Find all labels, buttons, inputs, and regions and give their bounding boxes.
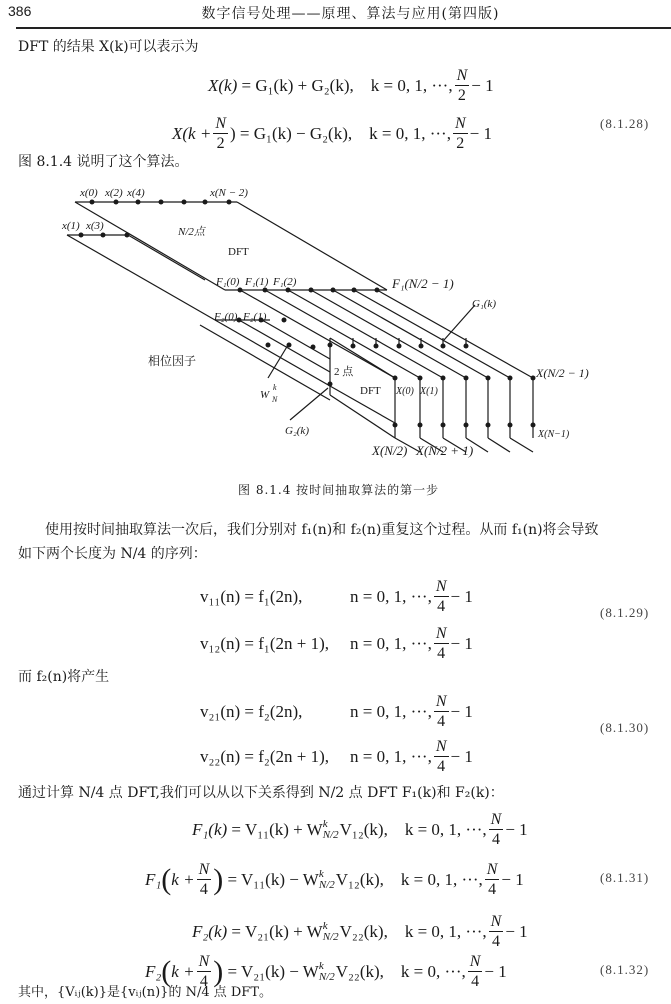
figure-8-1-4-diagram [0,175,671,475]
running-header-title: 数字信号处理——原理、算法与应用(第四版) [201,6,500,22]
label-n2-point: N/2点 [178,226,205,238]
equation-number: (8.1.28) [600,116,650,131]
label-two-point: 2 点 [334,366,354,378]
eq-lhs: X(k) [208,76,238,95]
fraction: $\frac{N}{2}$ [215,115,226,152]
paragraph-4: 通过计算 N/4 点 DFT,我们可以从以下关系得到 N/2 点 DFT F₁(k)和 F₂(k)： [18,785,504,801]
equation-8-1-29-line2: v₁₂(n) = f₁(2n + 1), n = 0, 1, ···, $\frac{N}{4}$ − 1 [200,625,473,662]
label-X-N2-plus1: X(N/2 + 1) [416,443,474,458]
fraction: $\frac{N}{2}$ [454,115,466,152]
paragraph-3: 而 f₂(n)将产生 [18,669,110,685]
label-WNk-sub: N [272,395,278,404]
label-phase-factor: 相位因子 [148,354,197,368]
closing-text: 其中，{Vᵢⱼ(k)}是{vᵢⱼ(n)}的 N/4 点 DFT。 [18,985,272,1000]
equation-8-1-31-line2: F₁ ( k + $\frac{N}{4}$ ) = V₁₁(k) − W k N/2 V₁₂(k), k = 0, 1, ···, $\frac{N}{4}$ − 1 [145,861,524,898]
fraction: $\frac{N}{4}$ [435,625,447,662]
label-X-N2: X(N/2) [372,443,408,458]
label-dft-top: DFT [228,246,249,258]
equation-number: (8.1.32) [600,962,650,977]
equation-8-1-30-line1: v₂₁(n) = f₂(2n), n = 0, 1, ···, $\frac{N}{4}$ − 1 [200,693,473,730]
fraction: $\frac{N}{2}$ [456,67,468,104]
equation-number: (8.1.31) [600,870,650,885]
figure-caption: 图 8.1.4 按时间抽取算法的第一步 [238,483,440,497]
fraction: $\frac{N}{4}$ [435,578,447,615]
equation-8-1-29-line1: v₁₁(n) = f₁(2n), n = 0, 1, ···, $\frac{N}{4}$ − 1 [200,578,473,615]
label-X0: X(0) [396,386,414,397]
fraction: $\frac{N}{4}$ [490,811,502,848]
label-WNk-sup: k [273,383,277,392]
label-F2-0: F₂(0) [214,311,238,323]
paragraph-2-line1: 使用按时间抽取算法一次后，我们分别对 f₁(n)和 f₂(n)重复这个过程。从而 f₁(n)将会导致 [45,522,599,538]
eq-rhs: = G₁(k) + G₂(k), [241,76,354,95]
fraction: $\frac{N}{4}$ [198,861,210,898]
equation-8-1-28-line2: X(k + $\frac{N}{2}$ ) = G₁(k) − G₂(k), k = 0, 1, ···, $\frac{N}{2}$ − 1 [172,115,492,152]
label-F1-2: F₁(2) [273,276,297,288]
fraction: $\frac{N}{4}$ [198,953,210,990]
label-x3: x(3) [86,220,104,232]
figure-reference-text: 图 8.1.4 说明了这个算法。 [18,154,189,170]
label-X1: X(1) [420,386,438,397]
fraction: $\frac{N}{4}$ [486,861,498,898]
equation-8-1-32-line2: F₂ ( k + $\frac{N}{4}$ ) = V₂₁(k) − W k N/2 V₂₂(k), k = 0, ···, $\frac{N}{4}$ − 1 [145,953,507,990]
label-xN-2: x(N − 2) [210,187,248,199]
label-x1: x(1) [62,220,80,232]
label-F1-last: F₁(N/2 − 1) [392,276,454,291]
label-F1-1: F₁(1) [245,276,269,288]
label-x4: x(4) [127,187,145,199]
label-WNk: W [260,389,270,401]
equation-8-1-31-line1: F₁(k) = V₁₁(k) + W k N/2 V₁₂(k), k = 0, 1, ···, $\frac{N}{4}$ − 1 [192,811,528,848]
label-X-N2-minus1: X(N/2 − 1) [536,366,589,380]
equation-number: (8.1.30) [600,720,650,735]
paragraph-2-line2: 如下两个长度为 N/4 的序列： [18,546,207,562]
fraction: $\frac{N}{4}$ [469,953,481,990]
equation-8-1-30-line2: v₂₂(n) = f₂(2n + 1), n = 0, 1, ···, $\frac{N}{4}$ − 1 [200,738,473,775]
label-x0: x(0) [80,187,98,199]
label-F2-1: F₂(1) [243,311,267,323]
equation-8-1-32-line1: F₂(k) = V₂₁(k) + W k N/2 V₂₂(k), k = 0, 1, ···, $\frac{N}{4}$ − 1 [192,913,528,950]
fraction: $\frac{N}{4}$ [435,693,447,730]
header-rule [16,27,671,29]
label-X-N-minus1: X(N−1) [538,429,570,440]
label-F1-0: F₁(0) [216,276,240,288]
label-dft-bottom: DFT [360,385,381,397]
fraction: $\frac{N}{4}$ [435,738,447,775]
eq-range: k = 0, 1, ···, [370,76,453,95]
label-x2: x(2) [105,187,123,199]
equation-number: (8.1.29) [600,605,650,620]
fraction: $\frac{N}{4}$ [490,913,502,950]
intro-text: DFT 的结果 X(k)可以表示为 [18,39,199,55]
label-G2k: G₂(k) [285,425,309,437]
page-number: 386 [8,3,32,19]
label-G1k: G₁(k) [472,298,496,310]
equation-8-1-28-line1: X(k) = G₁(k) + G₂(k), k = 0, 1, ···, $\frac{N}{2}$ − 1 [208,67,494,104]
